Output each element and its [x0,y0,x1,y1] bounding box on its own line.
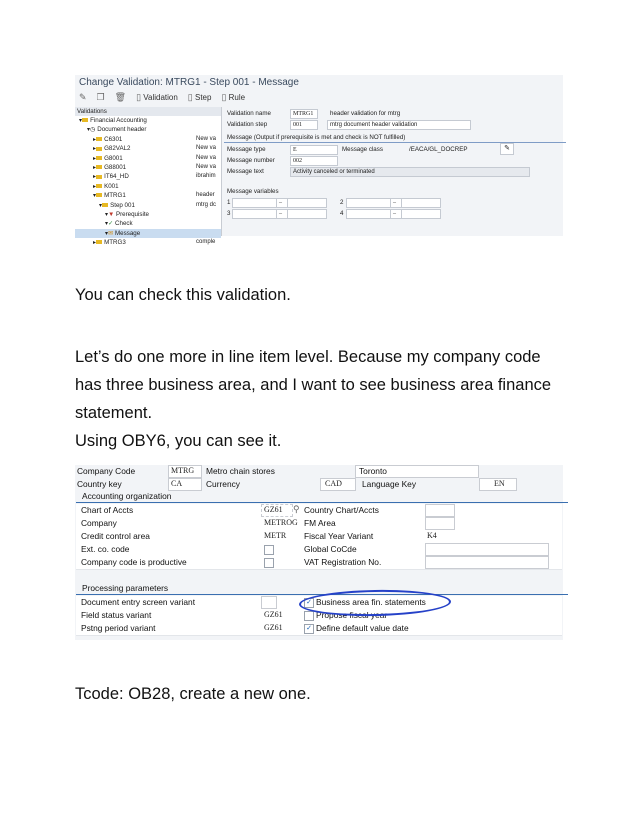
expand-arrow-icon[interactable]: ▸ [93,182,97,190]
fm-area-label: FM Area [304,518,336,528]
fiscal-year-variant-value[interactable]: K4 [427,531,437,540]
variable-field[interactable] [232,209,278,219]
define-default-checkbox[interactable]: ✓ [304,624,314,634]
tree-node[interactable]: ▸ IT64_HD ibrahim [93,173,216,181]
tree-node[interactable]: ▾ Step 001 mtrg dc [99,201,217,209]
message-class-label: Message class [342,146,383,153]
folder-icon [96,240,102,244]
language-key-value: EN [494,479,505,488]
document-icon: ▯ [221,91,227,102]
tree-node[interactable]: ▾ MTRG1 header [93,192,215,200]
processing-params-header: Processing parameters [76,582,568,595]
copy-icon[interactable]: ❐ [96,91,105,102]
edit-pencil-icon[interactable]: ✎ [500,143,514,155]
field-status-label: Field status variant [81,610,152,620]
vat-reg-label: VAT Registration No. [304,557,382,567]
tree-node[interactable]: ▸ G88001 New va [93,163,217,171]
validation-name-label: Validation name [227,110,271,117]
business-area-fin-checkbox[interactable]: ✓ [304,598,314,608]
ext-co-code-checkbox[interactable] [264,545,274,555]
message-class-value[interactable]: /EACA/GL_DOCREP [409,146,468,153]
variable-dash-field[interactable]: – [276,209,288,219]
message-variables-label: Message variables [227,188,279,195]
tree-node[interactable]: ▾ Financial Accounting [79,117,147,124]
tree-node[interactable]: ▾✓ Check [105,220,133,228]
variable-number: 1 [227,199,231,206]
validation-screenshot [75,75,563,247]
company-productive-label: Company code is productive [81,557,187,567]
company-code-value: MTRG [171,466,195,475]
tree-node-selected[interactable]: ▾✉ Message [75,229,221,238]
collapse-arrow-icon[interactable]: ▾ [93,192,97,200]
ext-co-code-label: Ext. co. code [81,544,130,554]
check-icon: ✓ [108,220,114,228]
message-section-header: Message (Output if prerequisite is met and check is NOT fulfilled) [224,133,566,143]
define-default-label: Define default value date [316,623,409,633]
credit-control-label: Credit control area [81,531,150,541]
accounting-org-header: Accounting organization [76,490,568,503]
company-name: Metro chain stores [206,466,275,476]
propose-fiscal-checkbox[interactable] [304,611,314,621]
folder-icon [96,137,102,141]
tree-node[interactable]: ▸ MTRG3 comple [93,239,216,247]
global-cocde-label: Global CoCde [304,544,357,554]
variable-field[interactable] [346,198,392,208]
edit-pencil-icon[interactable]: ✎ [79,91,87,102]
field-status-value[interactable]: GZ61 [264,610,283,619]
tree-node[interactable]: ▸ C6301 New va [93,135,217,143]
folder-icon [96,184,102,188]
fiscal-year-variant-label: Fiscal Year Variant [304,531,374,541]
expand-arrow-icon[interactable]: ▸ [93,145,97,153]
message-text-label: Message text [227,168,264,175]
paragraph-oby6: Using OBY6, you can see it. [75,432,282,450]
company-value[interactable]: METROG [264,518,298,527]
folder-icon [96,193,102,197]
folder-icon [96,175,102,179]
expand-arrow-icon[interactable]: ▸ [93,163,97,171]
search-help-icon[interactable]: ⚲ [293,504,300,514]
validation-name-desc: header validation for mtrg [330,110,401,117]
document-icon: ▯ [187,91,193,102]
variable-field[interactable] [401,209,441,219]
company-code-label: Company Code [77,466,136,476]
collapse-arrow-icon[interactable]: ▾ [99,201,103,209]
validation-step-field[interactable]: 001 [290,120,318,130]
fm-area-field[interactable] [425,517,455,530]
trash-icon[interactable]: 🗑 [114,91,127,102]
collapse-arrow-icon[interactable]: ▾ [105,229,109,237]
folder-icon [82,118,88,122]
expand-arrow-icon[interactable]: ▸ [93,154,97,162]
doc-entry-variant-label: Document entry screen variant [81,597,196,607]
new-validation-button[interactable]: ▯ Validation [136,91,178,102]
chart-of-accts-label: Chart of Accts [81,505,134,515]
doc-entry-variant-field[interactable] [261,596,277,609]
folder-icon [96,147,102,151]
collapse-arrow-icon[interactable]: ▾ [79,117,83,124]
message-form [224,107,563,236]
city-value: Toronto [359,466,387,476]
currency-label: Currency [206,479,240,489]
paragraph-line-item-1: Let’s do one more in line item level. Because my company code [75,348,541,366]
message-type-label: Message type [227,146,266,153]
variable-field[interactable] [346,209,392,219]
document-icon: ▯ [136,91,142,102]
message-icon: ✉ [108,229,114,237]
validation-tree[interactable] [75,107,222,247]
company-code-screenshot [75,465,563,640]
expand-arrow-icon[interactable]: ▸ [93,173,97,181]
collapse-arrow-icon[interactable]: ▾ [87,126,91,134]
variable-field[interactable] [287,209,327,219]
message-type-field[interactable]: E [290,145,338,155]
window-title: Change Validation: MTRG1 - Step 001 - Message [79,77,299,88]
pstng-period-value[interactable]: GZ61 [264,623,283,632]
credit-control-value[interactable]: METR [264,531,287,540]
tree-header: Validations [75,107,221,116]
tree-node[interactable]: ▸ G82VAL2 New va [93,145,217,153]
tree-node[interactable]: ▾◷ Document header [87,126,147,134]
validation-step-label: Validation step [227,121,268,128]
new-step-button[interactable]: ▯ Step [187,91,212,102]
variable-field[interactable] [232,198,278,208]
message-number-field[interactable]: 002 [290,156,338,166]
company-productive-checkbox[interactable] [264,558,274,568]
variable-dash-field[interactable]: – [390,209,402,219]
variable-dash-field[interactable]: – [276,198,288,208]
filter-icon: ▼ [108,210,115,218]
company-label: Company [81,518,117,528]
validation-name-field[interactable]: MTRG1 [290,109,318,119]
country-key-label: Country key [77,479,122,489]
toolbar [75,90,567,104]
variable-field[interactable] [401,198,441,208]
folder-icon [96,165,102,169]
paragraph-line-item-2: has three business area, and I want to see business area finance [75,376,552,394]
variable-number: 3 [227,210,231,217]
tree-node[interactable]: ▸ G8001 New va [93,154,217,162]
folder-icon [102,203,108,207]
tree-node[interactable]: ▾▼ Prerequisite [105,210,149,218]
tree-node[interactable]: ▸ K001 [93,182,119,190]
currency-value: CAD [325,479,342,488]
propose-fiscal-label: Propose fiscal year [316,610,388,620]
business-area-fin-label: Business area fin. statements [316,597,426,607]
variable-field[interactable] [287,198,327,208]
folder-icon [96,156,102,160]
paragraph-line-item-3: statement. [75,404,153,422]
variable-dash-field[interactable]: – [390,198,402,208]
message-number-label: Message number [227,157,275,164]
new-rule-button[interactable]: ▯ Rule [221,91,246,102]
collapse-arrow-icon[interactable]: ▾ [105,220,109,228]
variable-number: 2 [340,199,344,206]
expand-arrow-icon[interactable]: ▸ [93,239,97,247]
variable-number: 4 [340,210,344,217]
global-cocde-field[interactable] [425,543,549,556]
country-key-value: CA [171,479,183,488]
message-text-field: Activity canceled or terminated [290,167,530,177]
expand-arrow-icon[interactable]: ▸ [93,135,97,143]
vat-reg-field[interactable] [425,556,549,569]
collapse-arrow-icon[interactable]: ▾ [105,210,109,218]
language-key-label: Language Key [362,479,417,489]
clock-icon: ◷ [90,126,96,134]
validation-step-desc-field[interactable]: mtrg document header validation [327,120,471,130]
pstng-period-label: Pstng period variant [81,623,156,633]
paragraph-ob28: Tcode: OB28, create a new one. [75,685,311,703]
paragraph-check-validation: You can check this validation. [75,286,291,304]
country-chart-field[interactable] [425,504,455,517]
country-chart-label: Country Chart/Accts [304,505,379,515]
chart-of-accts-value: GZ61 [264,505,283,514]
